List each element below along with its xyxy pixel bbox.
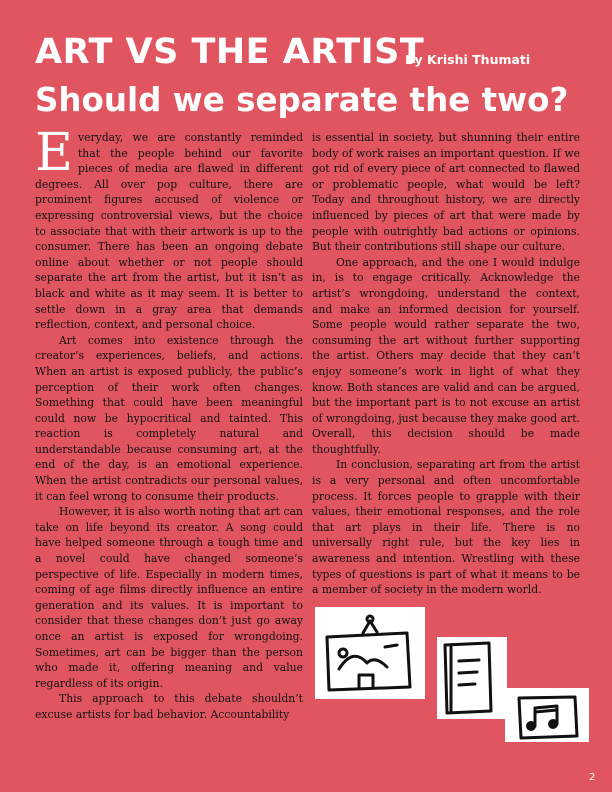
book-doodle-card	[437, 637, 507, 719]
painting-doodle-card	[315, 607, 425, 699]
music-doodle-card	[505, 688, 589, 742]
paragraph: In conclusion, separating art from the artist is a very personal and often uncomfortable process. It forces people to grapple with their values, their emotional responses, and the role that art plays in their life. There is no universally right rule, but the key lies in awareness and intention. Wrestling with these types of questions is part of what it means to be a member of society in the modern world.	[312, 458, 580, 597]
paragraph: However, it is also worth noting that art can take on life beyond its creator. A song could have helped someone through a tough time and a novel could have changed someone’s perspective of life. Especially in modern times, coming of age films directly influence an entire generation and its values. It is important to consider that these changes don’t just go away once an artist is exposed for wrongdoing. Sometimes, art can be bigger than the person who made it, offering meaning and value regardless of its origin.	[35, 505, 303, 690]
music-note-icon	[505, 688, 589, 742]
framed-painting-icon	[315, 607, 425, 699]
paragraph: This approach to this debate shouldn’t excuse artists for bad behavior. Accountability	[35, 692, 303, 721]
paragraph: Art comes into existence through the creator’s experiences, beliefs, and actions. When an artist is exposed publicly, the public’s perception of their work often changes. Something that could have been meaningful could now be hypocritical and tainted. This reaction is completely natural and understandable because consuming art, at the end of the day, is an emotional experience. When the artist contradicts our personal values, it can feel wrong to consume their products.	[35, 333, 303, 503]
article-title: ART VS THE ARTIST	[35, 32, 425, 72]
paragraph-text: veryday, we are constantly reminded that the people behind our favorite pieces of media are flawed in different degrees. All over pop culture, there are prominent figures accused of violence or expressing controversial views, but the choice to associate that with their artwork is up to the consumer. There has been an ongoing debate online about whether or not people should separate the art from the artist, but it isn’t as black and white as it may seem. It is better to settle down in a gray area that demands reflection, context, and personal choice.	[35, 131, 303, 332]
paragraph: One approach, and the one I would indulge in, is to engage critically. Acknowledge the artist’s wrongdoing, understand the context, and make an informed decision for yourself. Some people would rather separate the two, consuming the art without further supporting the artist. Others may decide that they can’t enjoy someone’s work in light of what they know. Both stances are valid and can be argued, but the important part is to not excuse an artist of wrongdoing, just because they make good art. Overall, this decision should be made thoughtfully.	[312, 255, 580, 456]
article-column-left	[35, 123, 303, 723]
page-number: 2	[589, 772, 596, 783]
article-subtitle: Should we separate the two?	[35, 81, 569, 119]
paragraph	[35, 123, 303, 333]
book-icon	[437, 637, 507, 719]
article-column-right	[312, 130, 580, 598]
author-byline: By Krishi Thumati	[405, 52, 531, 67]
drop-cap: E	[35, 123, 73, 183]
paragraph: is essential in society, but shunning their entire body of work raises an important question. If we got rid of every piece of art connected to flawed or problematic people, what would be left? Today and throughout history, we are directly influenced by pieces of art that were made by people with outrightly bad actions or opinions. But their contributions still shape our culture.	[312, 131, 580, 254]
